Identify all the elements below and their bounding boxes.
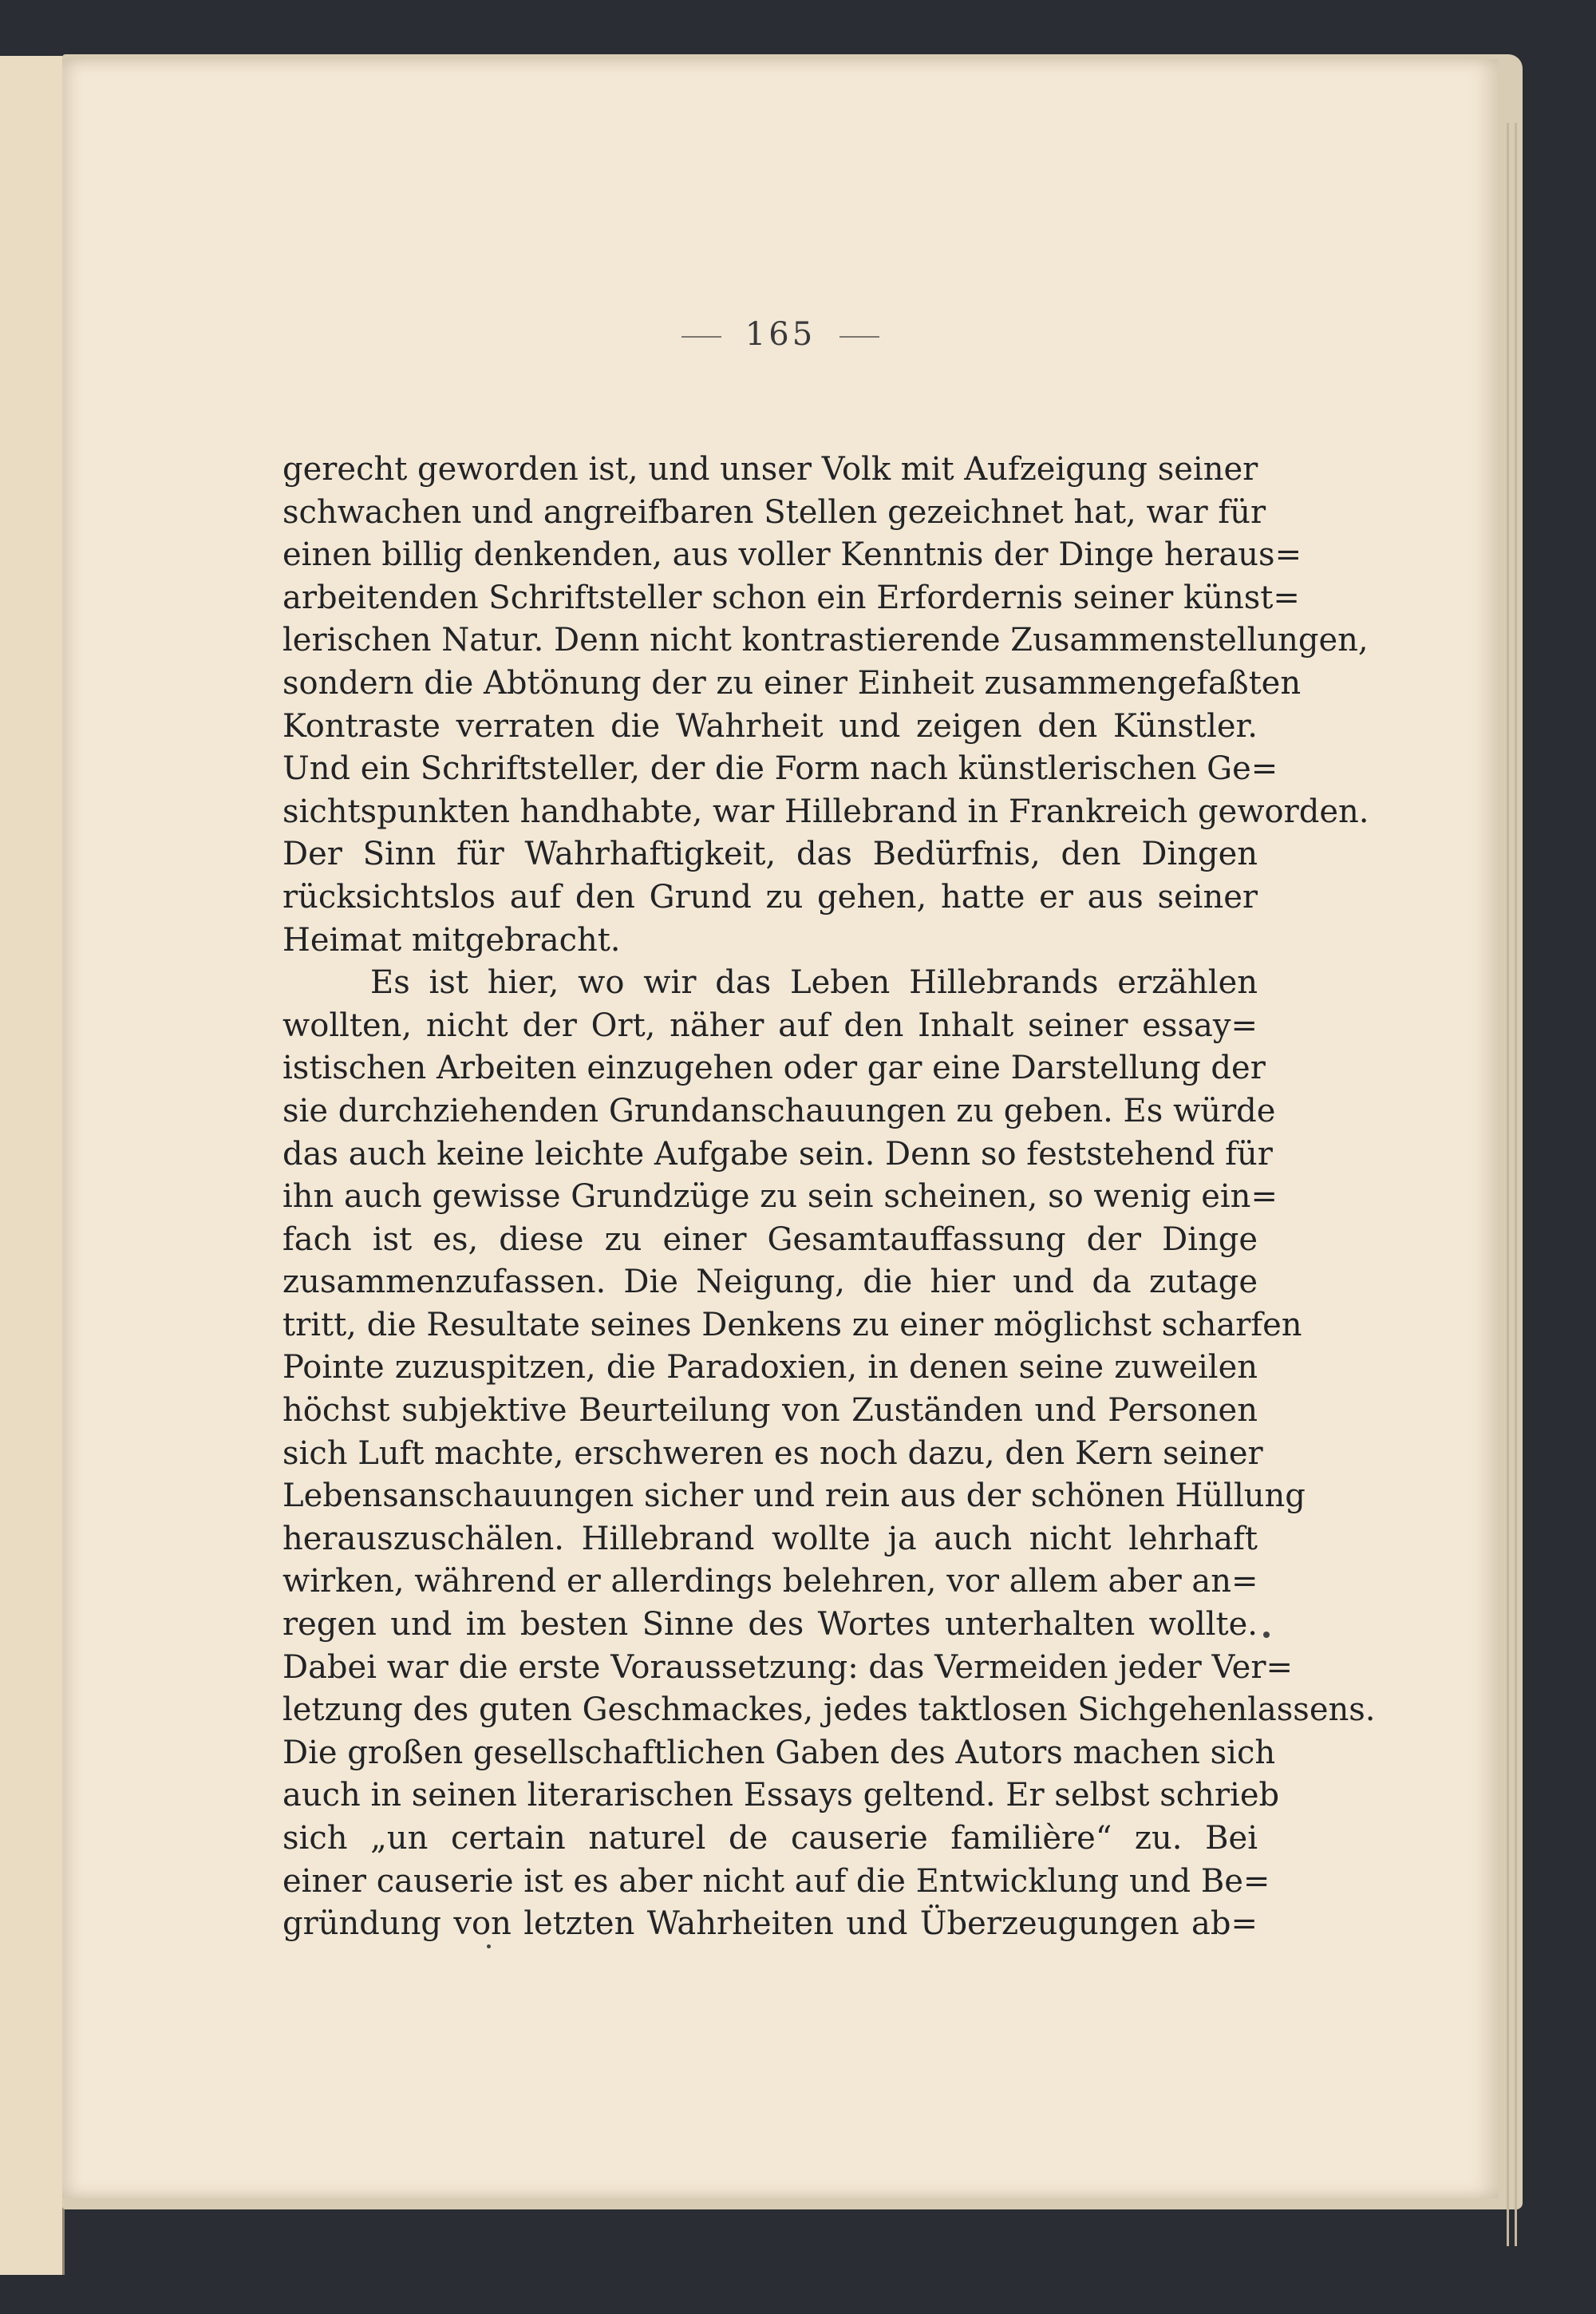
text-line: rücksichtslos auf den Grund zu gehen, hatte er aus seiner bbox=[282, 878, 1258, 916]
text-line: wirken, während er allerdings belehren, vor allem aber an= bbox=[282, 1563, 1258, 1600]
text-line: Heimat mitgebracht. bbox=[282, 921, 621, 959]
text-line: regen und im besten Sinne des Wortes unterhalten wollte. bbox=[282, 1606, 1258, 1644]
text-line: gerecht geworden ist, und unser Volk mit Aufzeigung seiner bbox=[282, 451, 1258, 488]
text-line: sie durchziehenden Grundanschauungen zu geben. Es würde bbox=[282, 1092, 1276, 1129]
ink-speck bbox=[487, 1944, 491, 1948]
text-line: letzung des guten Geschmackes, jedes taktlosen Sichgehenlassens. bbox=[282, 1691, 1376, 1729]
text-line: arbeitenden Schriftsteller schon ein Erfordernis seiner künst= bbox=[282, 579, 1300, 616]
text-line: gründung von letzten Wahrheiten und Überzeugungen ab= bbox=[282, 1905, 1258, 1943]
body-text bbox=[282, 449, 1376, 1946]
text-line: ihn auch gewisse Grundzüge zu sein scheinen, so wenig ein= bbox=[282, 1178, 1278, 1216]
page-number-value: 165 bbox=[745, 316, 816, 353]
text-line: schwachen und angreifbaren Stellen gezeichnet hat, war für bbox=[282, 493, 1266, 531]
text-line: Dabei war die erste Voraussetzung: das Vermeiden jeder Ver= bbox=[282, 1648, 1293, 1686]
text-line: auch in seinen literarischen Essays geltend. Er selbst schrieb bbox=[282, 1777, 1280, 1814]
dash-left bbox=[681, 336, 721, 338]
text-line: tritt, die Resultate seines Denkens zu einer möglichst scharfen bbox=[282, 1306, 1302, 1343]
text-line: sich Luft machte, erschweren es noch dazu, den Kern seiner bbox=[282, 1434, 1263, 1472]
text-line: istischen Arbeiten einzugehen oder gar eine Darstellung der bbox=[282, 1050, 1266, 1087]
text-line: Pointe zuzuspitzen, die Paradoxien, in denen seine zuweilen bbox=[282, 1349, 1258, 1386]
text-line: lerischen Natur. Denn nicht kontrastierende Zusammenstellungen, bbox=[282, 622, 1369, 659]
text-line: Kontraste verraten die Wahrheit und zeigen den Künstler. bbox=[282, 707, 1258, 745]
page-edge bbox=[1507, 123, 1509, 2246]
page-number bbox=[62, 316, 1499, 353]
text-line: Lebensanschauungen sicher und rein aus der schönen Hüllung bbox=[282, 1477, 1306, 1515]
text-line: das auch keine leichte Aufgabe sein. Denn so feststehend für bbox=[282, 1135, 1273, 1173]
text-line: einer causerie ist es aber nicht auf die Entwicklung und Be= bbox=[282, 1862, 1270, 1900]
previous-page-edge bbox=[0, 56, 65, 2275]
text-line: wollten, nicht der Ort, näher auf den Inhalt seiner essay= bbox=[282, 1007, 1258, 1044]
text-line: sichtspunkten handhabte, war Hillebrand in Frankreich geworden. bbox=[282, 793, 1369, 830]
text-line: Und ein Schriftsteller, der die Form nach künstlerischen Ge= bbox=[282, 750, 1278, 788]
text-line: sondern die Abtönung der zu einer Einheit zusammengefaßten bbox=[282, 664, 1302, 702]
text-line: zusammenzufassen. Die Neigung, die hier und da zutage bbox=[282, 1264, 1258, 1301]
book-page bbox=[62, 59, 1499, 2198]
text-line: fach ist es, diese zu einer Gesamtauffassung der Dinge bbox=[282, 1220, 1258, 1258]
text-line: herauszuschälen. Hillebrand wollte ja auch nicht lehrhaft bbox=[282, 1520, 1258, 1557]
ink-speck bbox=[1263, 1632, 1270, 1638]
text-line: Die großen gesellschaftlichen Gaben des Autors machen sich bbox=[282, 1734, 1276, 1771]
text-line: einen billig denkenden, aus voller Kenntnis der Dinge heraus= bbox=[282, 536, 1302, 574]
dash-right bbox=[839, 336, 879, 338]
text-line: sich „un certain naturel de causerie familière“ zu. Bei bbox=[282, 1820, 1258, 1857]
text-line: Es ist hier, wo wir das Leben Hillebrands erzählen bbox=[370, 964, 1258, 1002]
text-line: höchst subjektive Beurteilung von Zuständen und Personen bbox=[282, 1392, 1258, 1430]
text-line: Der Sinn für Wahrhaftigkeit, das Bedürfnis, den Dingen bbox=[282, 836, 1258, 873]
page-edge bbox=[1515, 123, 1517, 2246]
